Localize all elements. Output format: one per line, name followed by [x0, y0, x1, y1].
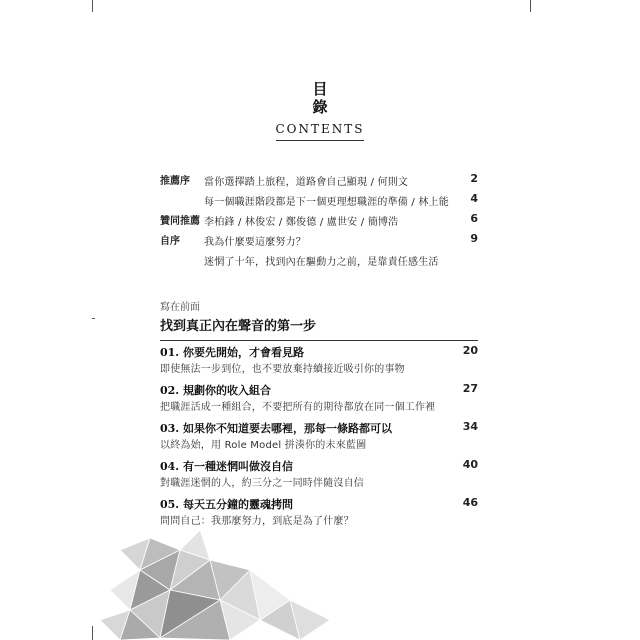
- chapter-subtitle: 對職涯迷惘的人，約三分之一同時伴隨沒自信: [160, 478, 364, 489]
- chapter-page: 27: [462, 382, 478, 395]
- front-matter-page: 4: [470, 192, 478, 205]
- front-matter-title: 李柏鋒 / 林俊宏 / 鄭俊德 / 盧世安 / 簡博浩: [204, 217, 399, 228]
- front-matter-title: 每一個職涯階段都是下一個更理想職涯的準備 / 林上能: [204, 197, 449, 208]
- front-matter-title: 我為什麼要這麼努力？: [204, 237, 306, 248]
- chapter-entry[interactable]: [160, 382, 478, 420]
- toc-title-line2: 錄: [312, 98, 328, 116]
- chapter-title: 03. 如果你不知道要去哪裡，那每一條路都可以: [160, 422, 392, 435]
- part-title: 找到真正內在聲音的第一步: [160, 319, 317, 334]
- part-heading: [160, 298, 478, 341]
- chapter-subtitle: 把職涯活成一種組合，不要把所有的期待都放在同一個工作裡: [160, 402, 436, 413]
- front-matter-row[interactable]: [160, 210, 478, 230]
- front-matter-list: [160, 170, 478, 270]
- crop-mark: [530, 0, 531, 12]
- front-matter-section: 贊同推薦: [160, 216, 200, 227]
- triangle-pattern-decoration: [100, 510, 350, 640]
- chapter-title: 05. 每天五分鐘的靈魂拷問: [160, 498, 293, 511]
- chapter-page: 40: [462, 458, 478, 471]
- front-matter-row[interactable]: [160, 170, 478, 190]
- front-matter-page: 6: [470, 212, 478, 225]
- front-matter-page: 2: [470, 172, 478, 185]
- part-label: 寫在前面: [160, 302, 200, 313]
- crop-mark: [92, 318, 95, 319]
- front-matter-page: 9: [470, 232, 478, 245]
- front-matter-row[interactable]: [160, 250, 478, 270]
- crop-mark: [92, 0, 93, 12]
- chapter-entry[interactable]: [160, 344, 478, 382]
- front-matter-title: 當你選擇踏上旅程，道路會自己顯現 / 何則文: [204, 177, 409, 188]
- chapter-list: [160, 344, 478, 534]
- chapter-entry[interactable]: [160, 420, 478, 458]
- front-matter-section: 推薦序: [160, 176, 190, 187]
- chapter-page: 46: [462, 496, 478, 509]
- chapter-page: 20: [462, 344, 478, 357]
- header-divider: [276, 140, 364, 141]
- front-matter-row[interactable]: [160, 190, 478, 210]
- chapter-subtitle: 以終為始，用 Role Model 拼湊你的未來藍圖: [160, 440, 367, 451]
- chapter-entry[interactable]: [160, 458, 478, 496]
- toc-subtitle: CONTENTS: [275, 122, 365, 136]
- toc-header: [0, 80, 640, 141]
- chapter-title: 01. 你要先開始，才會看見路: [160, 346, 304, 359]
- toc-title-line1: 目: [312, 80, 328, 98]
- front-matter-section: 自序: [160, 236, 180, 247]
- front-matter-title: 迷惘了十年，找到內在驅動力之前，是靠責任感生活: [204, 257, 439, 268]
- front-matter-row[interactable]: [160, 230, 478, 250]
- chapter-title: 04. 有一種迷惘叫做沒自信: [160, 460, 293, 473]
- chapter-title: 02. 規劃你的收入組合: [160, 384, 271, 397]
- part-divider: [160, 340, 478, 341]
- chapter-page: 34: [462, 420, 478, 433]
- crop-mark: [92, 626, 93, 640]
- chapter-subtitle: 即使無法一步到位，也不要放棄持續接近吸引你的事物: [160, 364, 405, 375]
- chapter-subtitle: 問問自己：我那麼努力，到底是為了什麼？: [160, 516, 354, 527]
